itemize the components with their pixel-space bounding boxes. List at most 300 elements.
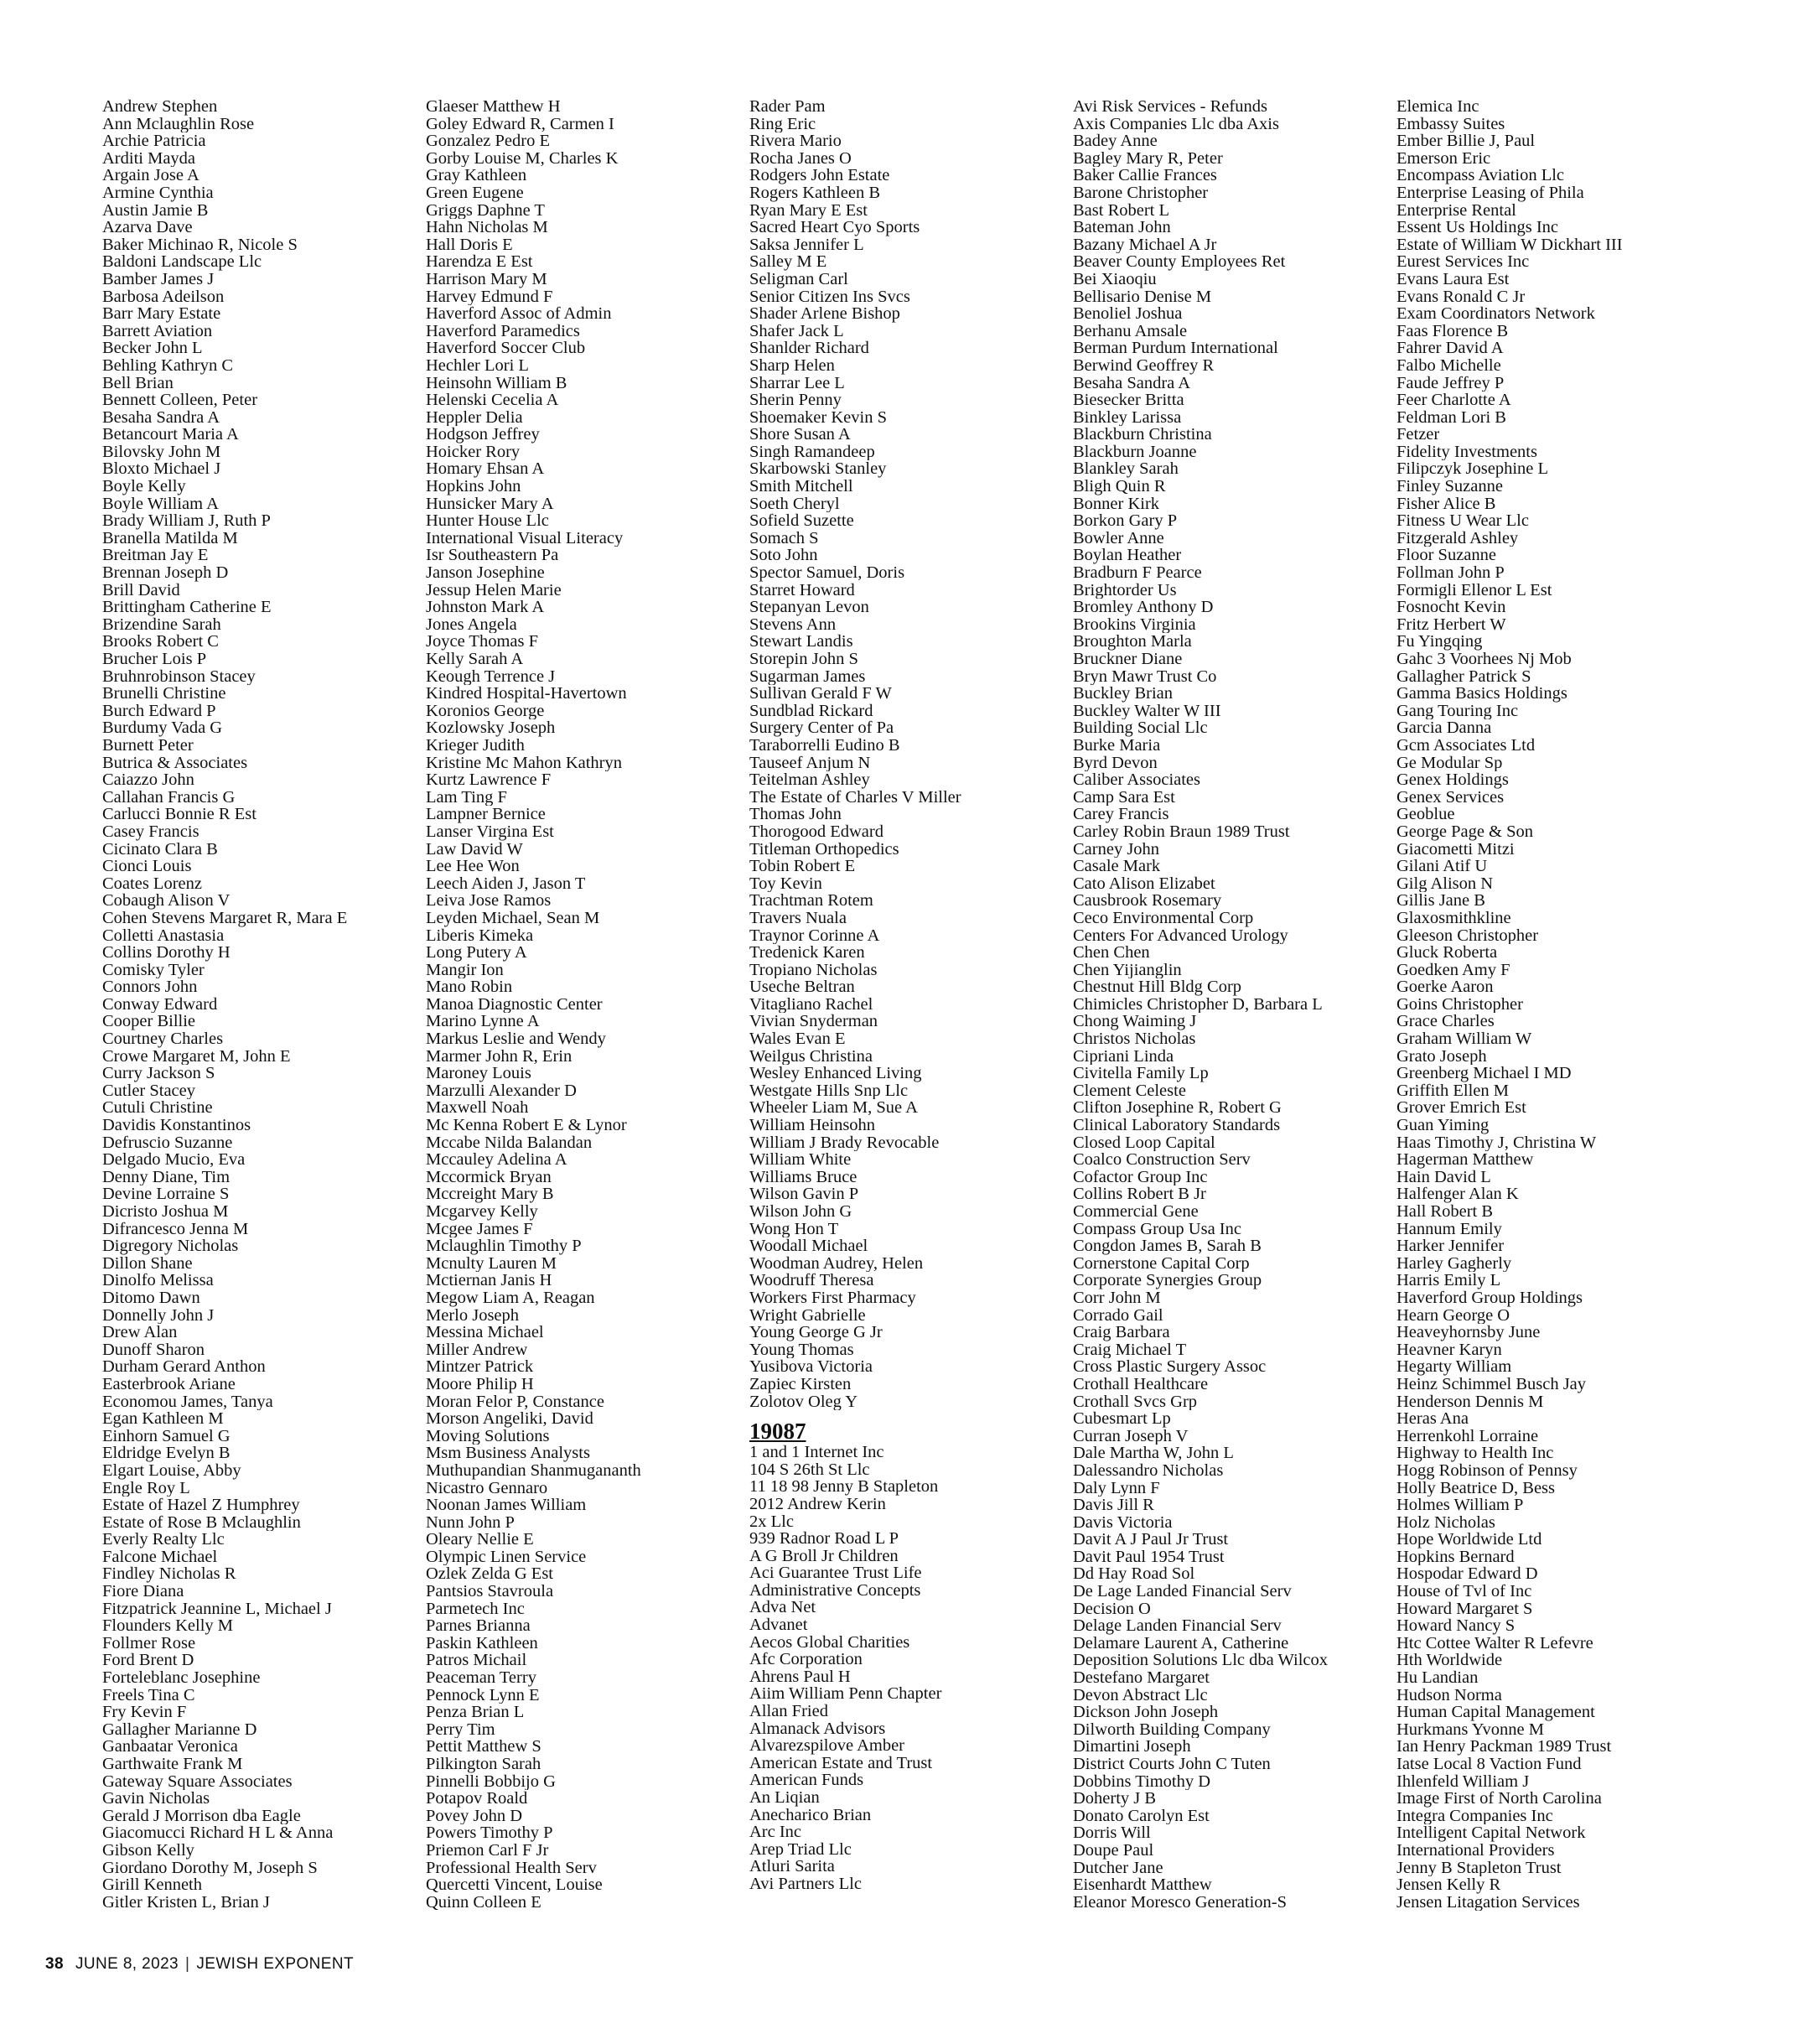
name-entry: Kozlowsky Joseph [426, 719, 556, 737]
name-entry: Arep Triad Llc [749, 1840, 852, 1859]
name-entry: Gamma Basics Holdings [1396, 685, 1567, 703]
name-entry: Binkley Larissa [1073, 408, 1182, 427]
name-entry: Drew Alan [102, 1324, 178, 1341]
name-entry: Fitzpatrick Jeannine L, Michael J [102, 1600, 332, 1618]
name-entry: Conway Edward [102, 995, 218, 1014]
name-entry: Ring Eric [749, 115, 816, 133]
name-entry: Intelligent Capital Network [1396, 1824, 1586, 1842]
name-entry: Gilg Alison N [1396, 874, 1494, 893]
name-entry: Austin Jamie B [102, 201, 209, 220]
name-entry: Cobaugh Alison V [102, 892, 231, 910]
name-entry: Doupe Paul [1073, 1841, 1154, 1860]
name-entry: Compass Group Usa Inc [1073, 1220, 1241, 1238]
name-entry: Mcgarvey Kelly [426, 1203, 538, 1221]
name-entry: Gcm Associates Ltd [1396, 736, 1536, 755]
name-entry: Muthupandian Shanmugananth [426, 1461, 641, 1480]
name-entry: Hospodar Edward D [1396, 1565, 1538, 1584]
name-entry: Findley Nicholas R [102, 1565, 236, 1584]
name-entry: Formigli Ellenor L Est [1396, 581, 1552, 599]
name-entry: Branella Matilda M [102, 529, 238, 547]
name-entry: Devon Abstract Llc [1073, 1686, 1208, 1704]
name-entry: Yusibova Victoria [749, 1358, 873, 1376]
name-entry: Cohen Stevens Margaret R, Mara E [102, 909, 348, 927]
publication-name: JEWISH EXPONENT [196, 1955, 354, 1973]
name-entry: Sharp Helen [749, 356, 835, 375]
name-entry: Carley Robin Braun 1989 Trust [1073, 822, 1290, 841]
name-entry: Hogg Robinson of Pennsy [1396, 1461, 1578, 1480]
name-entry: Davis Victoria [1073, 1513, 1173, 1532]
name-entry: Giordano Dorothy M, Joseph S [102, 1859, 318, 1877]
name-entry: Fry Kevin F [102, 1704, 187, 1721]
name-entry: Shore Susan A [749, 426, 851, 444]
name-entry: Pettit Matthew S [426, 1738, 541, 1756]
name-entry: Stevens Ann [749, 615, 837, 634]
name-entry: Eleanor Moresco Generation-S [1073, 1893, 1288, 1912]
name-entry: Becker John L [102, 340, 203, 357]
name-entry: Barr Mary Estate [102, 305, 221, 323]
name-entry: Christos Nicholas [1073, 1030, 1196, 1048]
name-entry: Rocha Janes O [749, 149, 852, 168]
name-entry: Gonzalez Pedro E [426, 132, 550, 150]
name-entry: Denny Diane, Tim [102, 1168, 231, 1186]
name-entry: Sundblad Rickard [749, 702, 873, 720]
name-entry: Peaceman Terry [426, 1669, 536, 1687]
name-entry: Brady William J, Ruth P [102, 512, 271, 530]
name-entry: Behling Kathryn C [102, 356, 234, 375]
name-entry: Holmes William P [1396, 1497, 1524, 1514]
name-entry: Giacomucci Richard H L & Anna [102, 1824, 334, 1842]
name-entry: Penza Brian L [426, 1704, 525, 1721]
name-entry: Cato Alison Elizabet [1073, 874, 1215, 893]
name-entry: Aci Guarantee Trust Life [749, 1564, 922, 1582]
name-entry: Quercetti Vincent, Louise [426, 1876, 603, 1894]
name-entry: Grace Charles [1396, 1013, 1495, 1031]
name-entry: Ember Billie J, Paul [1396, 132, 1536, 150]
name-entry: Olympic Linen Service [426, 1548, 587, 1566]
name-entry: Feldman Lori B [1396, 408, 1506, 427]
name-entry: Dd Hay Road Sol [1073, 1565, 1195, 1584]
name-entry: Follman John P [1396, 564, 1505, 582]
name-entry: Bromley Anthony D [1073, 599, 1214, 616]
name-entry: Heinsohn William B [426, 374, 567, 392]
name-entry: Garcia Danna [1396, 719, 1492, 737]
name-entry: Haas Timothy J, Christina W [1396, 1134, 1597, 1152]
name-entry: Destefano Margaret [1073, 1669, 1210, 1687]
name-entry: Graham William W [1396, 1030, 1532, 1048]
name-entry: Goerke Aaron [1396, 978, 1494, 996]
name-entry: Parmetech Inc [426, 1600, 525, 1618]
name-entry: Burdumy Vada G [102, 719, 223, 737]
name-entry: Dutcher Jane [1073, 1859, 1163, 1877]
name-entry: Parnes Brianna [426, 1617, 531, 1635]
name-entry: Kurtz Lawrence F [426, 771, 552, 789]
name-entry: Gillis Jane B [1396, 892, 1485, 910]
name-entry: Iatse Local 8 Vaction Fund [1396, 1756, 1582, 1773]
name-entry: Gilani Atif U [1396, 858, 1488, 875]
name-entry: Giacometti Mitzi [1396, 840, 1515, 859]
name-entry: 104 S 26th St Llc [749, 1460, 870, 1479]
name-entry: Lam Ting F [426, 788, 507, 807]
name-entry: 2x Llc [749, 1512, 794, 1531]
name-entry: Young Thomas [749, 1341, 854, 1359]
name-entry: Afc Corporation [749, 1651, 863, 1668]
name-entry: Hodgson Jeffrey [426, 426, 540, 444]
name-entry: Barone Christopher [1073, 184, 1209, 202]
name-entry: Casale Mark [1073, 858, 1161, 875]
name-entry: William Heinsohn [749, 1117, 876, 1134]
name-entry: Burch Edward P [102, 702, 216, 720]
name-entry: Potapov Roald [426, 1790, 528, 1808]
name-entry: Dunoff Sharon [102, 1341, 205, 1359]
name-entry: Integra Companies Inc [1396, 1807, 1553, 1825]
name-entry: Griffith Ellen M [1396, 1082, 1509, 1100]
name-entry: Gleeson Christopher [1396, 926, 1539, 945]
name-entry: Skarbowski Stanley [749, 460, 887, 479]
name-entry: Broughton Marla [1073, 633, 1192, 651]
name-entry: Fetzer [1396, 426, 1440, 444]
name-entry: Nicastro Gennaro [426, 1479, 548, 1497]
name-entry: Building Social Llc [1073, 719, 1208, 737]
name-entry: Helenski Cecelia A [426, 392, 559, 409]
name-entry: Donnelly John J [102, 1306, 215, 1325]
name-entry: Economou James, Tanya [102, 1393, 273, 1411]
name-entry: Quinn Colleen E [426, 1893, 541, 1912]
name-entry: Haverford Group Holdings [1396, 1289, 1583, 1307]
name-entry: Biesecker Britta [1073, 392, 1184, 409]
name-entry: Crothall Healthcare [1073, 1375, 1209, 1393]
name-entry: District Courts John C Tuten [1073, 1756, 1271, 1773]
name-entry: Cicinato Clara B [102, 840, 218, 859]
name-entry: Haverford Assoc of Admin [426, 305, 612, 323]
name-entry: Davidis Konstantinos [102, 1117, 251, 1134]
name-entry: 1 and 1 Internet Inc [749, 1444, 884, 1461]
name-entry: Comisky Tyler [102, 961, 205, 979]
name-entry: Cipriani Linda [1073, 1047, 1174, 1066]
name-entry: Craig Michael T [1073, 1341, 1187, 1359]
name-entry: Carney John [1073, 840, 1160, 859]
name-entry: Feer Charlotte A [1396, 392, 1511, 409]
name-entry: Hu Landian [1396, 1669, 1479, 1687]
name-entry: Blankley Sarah [1073, 460, 1179, 479]
name-entry: Doherty J B [1073, 1790, 1157, 1808]
name-entry: Avi Risk Services - Refunds [1073, 98, 1267, 116]
name-entry: Boyle Kelly [102, 478, 186, 495]
name-entry: Msm Business Analysts [426, 1445, 590, 1462]
name-entry: Filipczyk Josephine L [1396, 460, 1549, 479]
name-entry: Cutuli Christine [102, 1099, 213, 1118]
name-entry: Mccormick Bryan [426, 1168, 552, 1186]
name-entry: Law David W [426, 840, 523, 859]
name-entry: Fritz Herbert W [1396, 615, 1506, 634]
name-entry: Advanet [749, 1616, 808, 1634]
name-entry: Heaveyhornsby June [1396, 1324, 1541, 1341]
name-entry: Carlucci Bonnie R Est [102, 806, 256, 823]
name-entry: Howard Margaret S [1396, 1600, 1533, 1618]
name-entry: Bruhnrobinson Stacey [102, 667, 256, 686]
name-entry: Holly Beatrice D, Bess [1396, 1479, 1556, 1497]
name-entry: Forteleblanc Josephine [102, 1669, 261, 1687]
name-entry: Boyle William A [102, 495, 219, 513]
name-entry: Floor Suzanne [1396, 547, 1496, 565]
name-entry: Starret Howard [749, 581, 855, 599]
name-entry: Rader Pam [749, 98, 826, 116]
name-entry: Workers First Pharmacy [749, 1289, 916, 1307]
name-entry: The Estate of Charles V Miller [749, 788, 961, 807]
name-entry: Atluri Sarita [749, 1858, 835, 1875]
name-entry: Sugarman James [749, 667, 866, 686]
name-entry: Cornerstone Capital Corp [1073, 1254, 1250, 1273]
name-entry: Colletti Anastasia [102, 926, 225, 945]
name-entry: Lee Hee Won [426, 858, 520, 875]
name-entry: Blackburn Joanne [1073, 443, 1197, 461]
name-entry: Commercial Gene [1073, 1203, 1199, 1221]
name-entry: Harley Gagherly [1396, 1254, 1512, 1273]
name-entry: Shanlder Richard [749, 340, 869, 357]
name-entry: Markus Leslie and Wendy [426, 1030, 606, 1048]
name-entry: Cubesmart Lp [1073, 1410, 1171, 1428]
page-footer [45, 1955, 354, 1974]
name-entry: Stepanyan Levon [749, 599, 869, 616]
name-entry: Smith Mitchell [749, 478, 853, 495]
name-entry: Devine Lorraine S [102, 1185, 230, 1203]
name-entry: Emerson Eric [1396, 149, 1491, 168]
name-entry: Joyce Thomas F [426, 633, 539, 651]
name-entry: Essent Us Holdings Inc [1396, 219, 1559, 236]
name-entry: Chong Waiming J [1073, 1013, 1197, 1031]
name-entry: Fu Yingqing [1396, 633, 1483, 651]
name-entry: Hopkins John [426, 478, 521, 495]
name-entry: Mclaughlin Timothy P [426, 1237, 582, 1255]
name-entry: Hunsicker Mary A [426, 495, 554, 513]
name-entry: Eldridge Evelyn B [102, 1445, 231, 1462]
name-entry: Perry Tim [426, 1720, 495, 1739]
name-entry: Bell Brian [102, 374, 174, 392]
name-entry: Egan Kathleen M [102, 1410, 224, 1428]
name-entry: Mcgee James F [426, 1220, 533, 1238]
name-entry: Durham Gerard Anthon [102, 1358, 266, 1376]
name-entry: Bloxto Michael J [102, 460, 221, 479]
name-entry: Ge Modular Sp [1396, 754, 1503, 772]
name-entry: Wheeler Liam M, Sue A [749, 1099, 918, 1118]
name-entry: Bligh Quin R [1073, 478, 1166, 495]
name-column-3 [749, 98, 1060, 1893]
name-entry: Lampner Bernice [426, 806, 546, 823]
name-entry: Guan Yiming [1396, 1117, 1490, 1134]
name-entry: Besaha Sandra A [1073, 374, 1191, 392]
name-entry: Brill David [102, 581, 180, 599]
name-entry: Centers For Advanced Urology [1073, 926, 1288, 945]
name-entry: Chen Yijianglin [1073, 961, 1182, 979]
name-entry: Ihlenfeld William J [1396, 1772, 1530, 1791]
name-entry: Woodman Audrey, Helen [749, 1254, 924, 1273]
name-entry: Genex Services [1396, 788, 1505, 807]
name-entry: Gitler Kristen L, Brian J [102, 1893, 270, 1912]
name-entry: Fahrer David A [1396, 340, 1504, 357]
name-entry: Heras Ana [1396, 1410, 1469, 1428]
name-entry: Williams Bruce [749, 1168, 858, 1186]
name-entry: Garthwaite Frank M [102, 1756, 243, 1773]
name-entry: Aecos Global Charities [749, 1633, 910, 1652]
name-entry: Htc Cottee Walter R Lefevre [1396, 1634, 1593, 1652]
name-entry: Heinz Schimmel Busch Jay [1396, 1375, 1587, 1393]
name-entry: Glaeser Matthew H [426, 98, 561, 116]
name-entry: Goedken Amy F [1396, 961, 1510, 979]
name-entry: Breitman Jay E [102, 547, 209, 565]
name-entry: Shoemaker Kevin S [749, 408, 887, 427]
name-entry: Andrew Stephen [102, 98, 218, 116]
name-entry: Bateman John [1073, 219, 1171, 236]
name-entry: Delamare Laurent A, Catherine [1073, 1634, 1289, 1652]
name-entry: American Estate and Trust [749, 1754, 933, 1772]
name-entry: Curran Joseph V [1073, 1427, 1189, 1445]
name-entry: Falbo Michelle [1396, 356, 1501, 375]
name-entry: Courtney Charles [102, 1030, 224, 1048]
name-entry: Ganbaatar Veronica [102, 1738, 238, 1756]
name-entry: Kindred Hospital-Havertown [426, 685, 627, 703]
name-entry: Koronios George [426, 702, 545, 720]
name-entry: Gray Kathleen [426, 167, 527, 184]
name-entry: Useche Beltran [749, 978, 855, 996]
name-entry: Easterbrook Ariane [102, 1375, 236, 1393]
name-entry: Defruscio Suzanne [102, 1134, 233, 1152]
name-entry: Harendza E Est [426, 253, 533, 271]
name-entry: Beaver County Employees Ret [1073, 253, 1286, 271]
name-entry: Harrison Mary M [426, 270, 547, 288]
name-entry: George Page & Son [1396, 822, 1534, 841]
name-entry: Faas Florence B [1396, 322, 1509, 340]
name-entry: Manoa Diagnostic Center [426, 995, 603, 1014]
name-entry: Chen Chen [1073, 944, 1150, 962]
name-entry: Herrenkohl Lorraine [1396, 1427, 1539, 1445]
name-entry: Girill Kenneth [102, 1876, 202, 1894]
name-entry: Moore Philip H [426, 1375, 534, 1393]
name-entry: Ahrens Paul H [749, 1668, 851, 1686]
name-entry: Weilgus Christina [749, 1047, 873, 1066]
name-entry: Heavner Karyn [1396, 1341, 1502, 1359]
name-entry: Gang Touring Inc [1396, 702, 1519, 720]
name-entry: Sharrar Lee L [749, 374, 845, 392]
name-entry: Ann Mclaughlin Rose [102, 115, 255, 133]
name-entry: Somach S [749, 529, 819, 547]
name-entry: Ian Henry Packman 1989 Trust [1396, 1738, 1612, 1756]
name-entry: Fisher Alice B [1396, 495, 1496, 513]
name-entry: Marmer John R, Erin [426, 1047, 573, 1066]
name-entry: Brucher Lois P [102, 651, 207, 668]
name-entry: Dale Martha W, John L [1073, 1445, 1234, 1462]
name-entry: Gluck Roberta [1396, 944, 1498, 962]
name-entry: Hudson Norma [1396, 1686, 1502, 1704]
name-entry: Salley M E [749, 253, 827, 271]
name-entry: Everly Realty Llc [102, 1531, 225, 1549]
name-entry: 2012 Andrew Kerin [749, 1495, 886, 1513]
name-entry: Brennan Joseph D [102, 564, 229, 582]
name-entry: Estate of William W Dickhart III [1396, 236, 1623, 254]
page-number: 38 [45, 1955, 64, 1973]
name-entry: Berwind Geoffrey R [1073, 356, 1215, 375]
name-entry: Soto John [749, 547, 818, 565]
name-entry: International Visual Literacy [426, 529, 624, 547]
name-entry: Heppler Delia [426, 408, 523, 427]
name-entry: Zapiec Kirsten [749, 1375, 852, 1393]
name-entry: Davis Jill R [1073, 1497, 1154, 1514]
name-column-1 [102, 98, 412, 1911]
name-entry: Hoicker Rory [426, 443, 521, 461]
name-entry: Bast Robert L [1073, 201, 1170, 220]
name-entry: Casey Francis [102, 822, 199, 841]
name-entry: Storepin John S [749, 651, 858, 668]
name-entry: A G Broll Jr Children [749, 1547, 899, 1565]
name-entry: Betancourt Maria A [102, 426, 239, 444]
name-entry: Davit A J Paul Jr Trust [1073, 1531, 1229, 1549]
name-entry: Shader Arlene Bishop [749, 305, 900, 323]
name-entry: Howard Nancy S [1396, 1617, 1516, 1635]
name-entry: Enterprise Leasing of Phila [1396, 184, 1584, 202]
name-entry: Rogers Kathleen B [749, 184, 880, 202]
name-entry: Marino Lynne A [426, 1013, 540, 1031]
name-entry: Dimartini Joseph [1073, 1738, 1191, 1756]
name-entry: Wright Gabrielle [749, 1306, 866, 1325]
name-entry: Ditomo Dawn [102, 1289, 200, 1307]
name-entry: Kelly Sarah A [426, 651, 524, 668]
name-entry: Deposition Solutions Llc dba Wilcox [1073, 1652, 1328, 1670]
name-entry: Saksa Jennifer L [749, 236, 864, 254]
name-entry: Barrett Aviation [102, 322, 213, 340]
name-entry: Davit Paul 1954 Trust [1073, 1548, 1225, 1566]
name-entry: Encompass Aviation Llc [1396, 167, 1565, 184]
name-entry: Buckley Walter W III [1073, 702, 1221, 720]
name-entry: Einhorn Samuel G [102, 1427, 231, 1445]
name-entry: Tobin Robert E [749, 858, 856, 875]
name-entry: Seligman Carl [749, 270, 848, 288]
name-entry: Butrica & Associates [102, 754, 248, 772]
name-entry: Vivian Snyderman [749, 1013, 878, 1031]
name-entry: Baker Callie Frances [1073, 167, 1217, 184]
name-entry: Dinolfo Melissa [102, 1272, 214, 1289]
name-entry: Clinical Laboratory Standards [1073, 1117, 1281, 1134]
name-entry: Pennock Lynn E [426, 1686, 540, 1704]
name-entry: Woodruff Theresa [749, 1272, 874, 1289]
name-entry: Miller Andrew [426, 1341, 528, 1359]
name-entry: Jensen Litagation Services [1396, 1893, 1580, 1912]
name-entry: Harris Emily L [1396, 1272, 1501, 1289]
name-entry: Janson Josephine [426, 564, 545, 582]
name-entry: Grato Joseph [1396, 1047, 1487, 1066]
name-entry: Caiazzo John [102, 771, 194, 789]
name-entry: Taraborrelli Eudino B [749, 736, 900, 755]
name-entry: Highway to Health Inc [1396, 1445, 1554, 1462]
name-entry: Armine Cynthia [102, 184, 214, 202]
name-entry: Bellisario Denise M [1073, 288, 1212, 306]
name-entry: Ford Brent D [102, 1652, 194, 1670]
name-entry: Hall Doris E [426, 236, 513, 254]
name-entry: Glaxosmithkline [1396, 909, 1511, 927]
name-entry: Sullivan Gerald F W [749, 685, 892, 703]
name-entry: Marzulli Alexander D [426, 1082, 577, 1100]
name-entry: Povey John D [426, 1807, 523, 1825]
name-entry: Corporate Synergies Group [1073, 1272, 1262, 1289]
name-entry: An Liqian [749, 1789, 820, 1807]
name-entry: Archie Patricia [102, 132, 206, 150]
name-entry: Coates Lorenz [102, 874, 202, 893]
name-entry: Hahn Nicholas M [426, 219, 548, 236]
name-entry: Caliber Associates [1073, 771, 1201, 789]
name-entry: Cooper Billie [102, 1013, 196, 1031]
name-entry: Dickson John Joseph [1073, 1704, 1219, 1721]
name-entry: Singh Ramandeep [749, 443, 875, 461]
name-entry: Delgado Mucio, Eva [102, 1151, 246, 1169]
name-entry: Johnston Mark A [426, 599, 545, 616]
name-entry: Mangir Ion [426, 961, 504, 979]
